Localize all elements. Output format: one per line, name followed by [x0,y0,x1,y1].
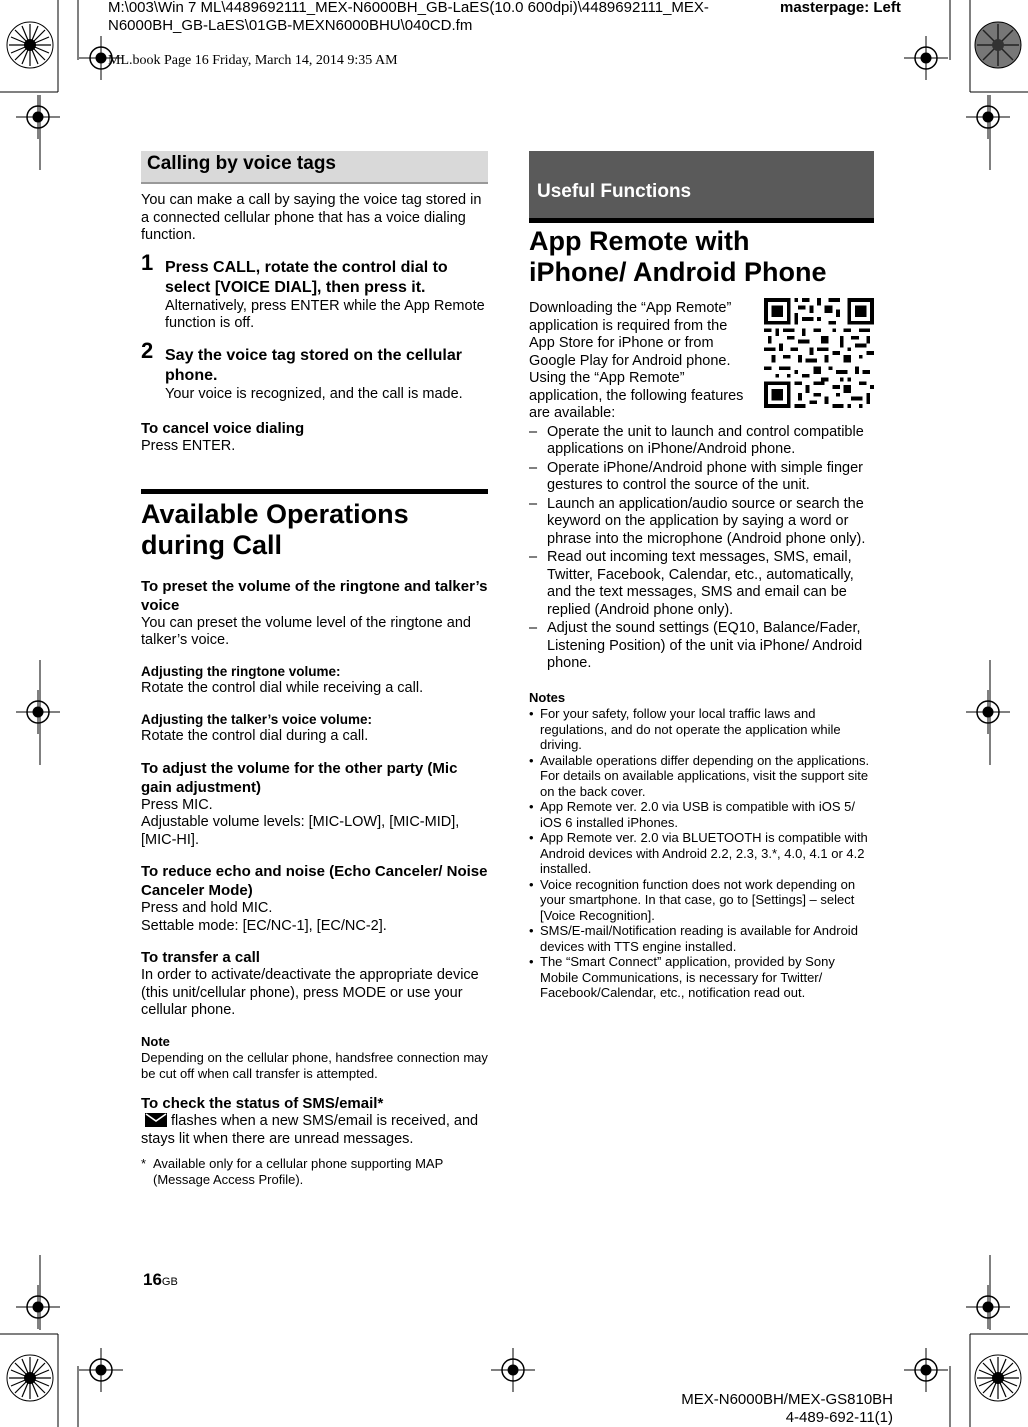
mic-gain-heading: To adjust the volume for the other party (Mic gain adjustment) [141,759,458,796]
left-column [141,151,488,1187]
footnote-mark: * [141,1156,147,1171]
step-1 [141,249,488,333]
file-path-line-2: N6000BH_GB-LaES\01GB-MEXN6000BHU\040CD.fm [108,17,473,34]
echo-canceler-body-1: Press and hold MIC. [141,900,273,916]
list-item: • Available operations differ depending on the applications. For details on available applications, visit the support site on the back cover. [529,753,874,800]
transfer-heading: To transfer a call [141,949,260,966]
talker-body: Rotate the control dial during a call. [141,728,369,744]
footnote-text: Available only for a cellular phone supporting MAP (Message Access Profile). [153,1156,444,1187]
mic-gain-body-2: Adjustable volume levels: [MIC-LOW], [MIC-MID], [MIC-HI]. [141,814,460,848]
talker-label: Adjusting the talker’s voice volume: [141,711,373,727]
list-item: • App Remote ver. 2.0 via USB is compatible with iOS 5/ iOS 6 installed iPhones. [529,799,874,830]
step-2 [141,337,488,404]
step-number: 1 [141,249,154,275]
preset-heading: To preset the volume of the ringtone and talker’s voice [141,577,488,614]
echo-canceler-body-2: Settable mode: [EC/NC-1], [EC/NC-2]. [141,917,387,934]
list-item: • For your safety, follow your local traffic laws and regulations, and do not operate the application while driving. [529,706,874,753]
book-info-line: ML.book Page 16 Friday, March 14, 2014 9:35 AM [108,53,398,68]
note-heading: Note [141,1033,170,1049]
mic-gain-body-1: Press MIC. [141,796,213,813]
cancel-voice-body: Press ENTER. [141,438,236,454]
model-line-1: MEX-N6000BH/MEX-GS810BH [681,1391,893,1408]
sms-status-body-wrap [141,1113,488,1148]
ringtone-label: Adjusting the ringtone volume: [141,663,341,679]
notes-list [529,706,874,1001]
step-body: Your voice is recognized, and the call is made. [165,385,463,402]
footnote [141,1156,453,1187]
right-column [529,151,874,1001]
notes-heading: Notes [529,689,566,705]
band-rule [529,218,874,223]
useful-functions-band: Useful Functions [529,151,874,218]
step-title: Press CALL, rotate the control dial to select [VOICE DIAL], then press it. [165,258,448,296]
list-item: • Voice recognition function does not work depending on your smartphone. In that case, go to [Settings] – select [Voice Recognition]. [529,877,874,924]
model-line-2: 4-489-692-11(1) [785,1409,893,1426]
app-remote-intro: Downloading the “App Remote” application is required from the App Store for iPhone or from Google Play for Android phone. Using the “App Remote” application, the following features are available: [529,300,744,421]
page-number-value: 16 [143,1270,162,1289]
echo-canceler-heading: To reduce echo and noise (Echo Canceler/ Noise Canceler Mode) [141,863,488,899]
ringtone-body: Rotate the control dial while receiving a call. [141,680,424,696]
file-path-line-1: M:\003\Win 7 ML\4489692111_MEX-N6000BH_GB-LaES(10.0 600dpi)\4489692111_MEX- [108,0,709,16]
preset-body: You can preset the volume level of the ringtone and talker’s voice. [141,614,471,648]
list-item: • SMS/E-mail/Notification reading is available for Android devices with TTS engine installed. [529,923,874,954]
operations-title: Available Operations during Call [141,498,409,560]
step-number: 2 [141,337,154,363]
feature-list [529,424,874,673]
transfer-body: In order to activate/deactivate the appropriate device (this unit/cellular phone), press MODE or use your cellular phone. [141,967,479,1018]
page-number [143,1270,178,1290]
list-item: • App Remote ver. 2.0 via BLUETOOTH is compatible with Android devices with Android 2.2, 2.3, 3.*, 4.0, 4.1 or 4.2 installed. [529,830,874,877]
app-remote-title: App Remote with iPhone/ Android Phone [529,226,827,287]
cancel-voice-heading: To cancel voice dialing [141,420,305,437]
model-info [681,1391,893,1427]
sms-status-body: flashes when a new SMS/email is received, and stays lit when there are unread messages. [141,1113,479,1147]
list-item: – Operate iPhone/Android phone with simple finger gestures to control the source of the unit. [529,460,874,495]
masterpage-label: masterpage: Left [780,0,901,16]
qr-code-icon [764,298,874,408]
list-item: – Read out incoming text messages, SMS, email, Twitter, Facebook, Calendar, etc., automatically, and the text messages, SMS and email can be replied (Android phone only). [529,549,874,619]
list-item: • The “Smart Connect” application, provided by Sony Mobile Communications, is necessary for Twitter/ Facebook/Calendar, etc., notification read out. [529,954,874,1001]
file-path [108,0,748,35]
list-item: – Adjust the sound settings (EQ10, Balance/Fader, Listening Position) of the unit via iPhone/ Android phone. [529,620,874,673]
section-rule [141,489,488,494]
list-item: – Operate the unit to launch and control compatible applications on iPhone/Android phone. [529,424,874,459]
voice-tags-heading: Calling by voice tags [141,151,488,184]
step-body: Alternatively, press ENTER while the App Remote function is off. [165,297,485,331]
step-title: Say the voice tag stored on the cellular phone. [165,346,462,384]
list-item: – Launch an application/audio source or search the keyword on the application by saying a word or phrase into the microphone (Android phone only). [529,496,874,549]
app-remote-intro-block [529,300,874,423]
voice-tags-intro: You can make a call by saying the voice tag stored in a connected cellular phone that has a voice dialing function. [141,192,482,243]
page-number-suffix: GB [161,1276,178,1288]
envelope-icon [145,1113,167,1127]
note-body: Depending on the cellular phone, handsfree connection may be cut off when call transfer is attempted. [141,1050,488,1081]
sms-status-heading: To check the status of SMS/email* [141,1095,384,1112]
